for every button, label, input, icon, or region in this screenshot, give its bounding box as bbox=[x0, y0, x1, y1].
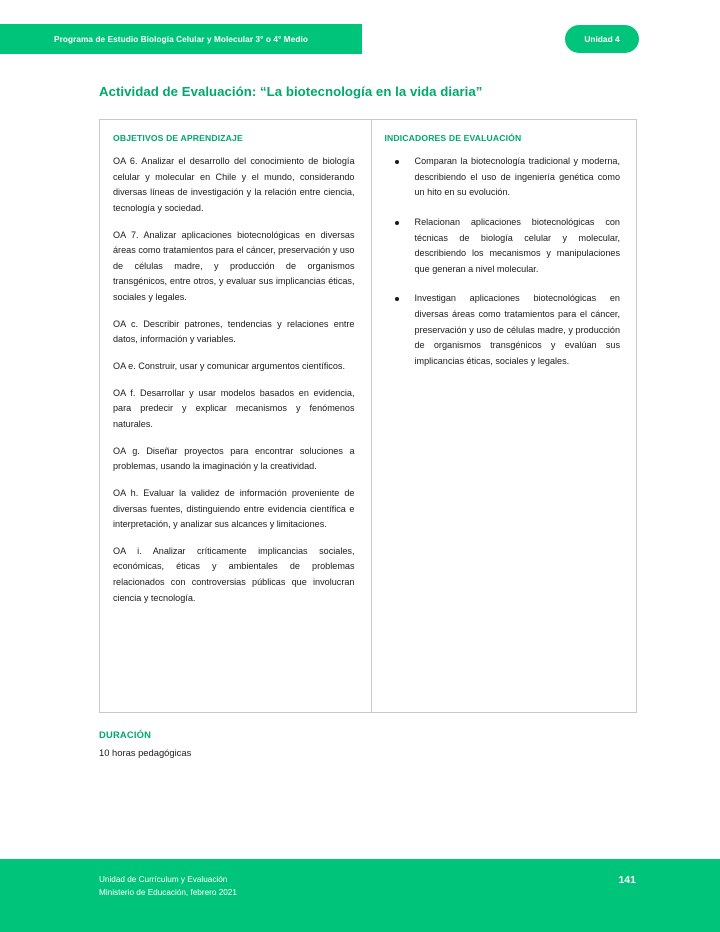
objective-paragraph: OA h. Evaluar la validez de información proveniente de diversas fuentes, distinguiendo entre evidencia científica e interpretación, y analizar sus alcances y limitaciones. bbox=[113, 487, 355, 530]
list-item: Investigan aplicaciones biotecnológicas en diversas áreas como tratamientos para el cáncer, preservación y uso de células madre, y producción de organismos transgénicos y evalúan sus implicancias éticas, sociales y legales. bbox=[385, 291, 621, 369]
list-item: Comparan la biotecnología tradicional y moderna, describiendo el uso de ingeniería genética como un hito en su evolución. bbox=[385, 154, 621, 201]
duration-value: 10 horas pedagógicas bbox=[99, 747, 192, 758]
column-learning-objectives bbox=[100, 120, 372, 712]
objective-paragraph: OA f. Desarrollar y usar modelos basados en evidencia, para predecir y explicar mecanismos y fenómenos naturales. bbox=[113, 387, 355, 429]
header-program-title: Programa de Estudio Biología Celular y Molecular 3° o 4° Medio bbox=[54, 34, 308, 44]
unit-badge-label: Unidad 4 bbox=[584, 34, 620, 44]
list-item: Relacionan aplicaciones biotecnológicas con técnicas de biología celular y molecular, describiendo los mecanismos y manipulaciones que generan a nivel molecular. bbox=[385, 215, 621, 278]
objective-paragraph: OA e. Construir, usar y comunicar argumentos científicos. bbox=[113, 361, 345, 372]
objectives-indicators-table bbox=[99, 119, 637, 713]
column-heading-objectives: OBJETIVOS DE APRENDIZAJE bbox=[113, 133, 243, 143]
indicator-list bbox=[385, 154, 621, 370]
objective-paragraph: OA c. Describir patrones, tendencias y relaciones entre datos, información y variables. bbox=[113, 318, 355, 345]
footer-organization bbox=[99, 874, 237, 899]
objective-paragraph: OA 6. Analizar el desarrollo del conocimiento de biología celular y molecular en Chile y el mundo, considerando diversas líneas de investigación y la relación entre ciencia, tecnología y sociedad. bbox=[113, 156, 355, 213]
unit-badge bbox=[565, 25, 639, 53]
footer-line-1: Unidad de Currículum y Evaluación bbox=[99, 875, 228, 884]
objective-paragraph: OA 7. Analizar aplicaciones biotecnológicas en diversas áreas como tratamientos para el cáncer, preservación y uso de células madre, y producción de organismos transgénicos, entre otros, y evaluar sus implicancias éticas, sociales y legales. bbox=[113, 229, 355, 303]
header-band bbox=[0, 24, 362, 54]
objective-paragraph: OA g. Diseñar proyectos para encontrar soluciones a problemas, usando la imaginación y la creatividad. bbox=[113, 445, 355, 472]
page-title: Actividad de Evaluación: “La biotecnología en la vida diaria” bbox=[99, 84, 483, 99]
column-heading-indicators: INDICADORES DE EVALUACIÓN bbox=[384, 133, 522, 143]
column-evaluation-indicators bbox=[372, 120, 637, 712]
footer-line-2: Ministerio de Educación, febrero 2021 bbox=[99, 887, 237, 897]
page-number: 141 bbox=[618, 874, 636, 886]
objective-paragraph: OA i. Analizar críticamente implicancias sociales, económicas, éticas y ambientales de problemas relacionados con controversias públicas que involucran ciencia y tecnología. bbox=[113, 545, 355, 603]
duration-label: DURACIÓN bbox=[99, 729, 152, 740]
